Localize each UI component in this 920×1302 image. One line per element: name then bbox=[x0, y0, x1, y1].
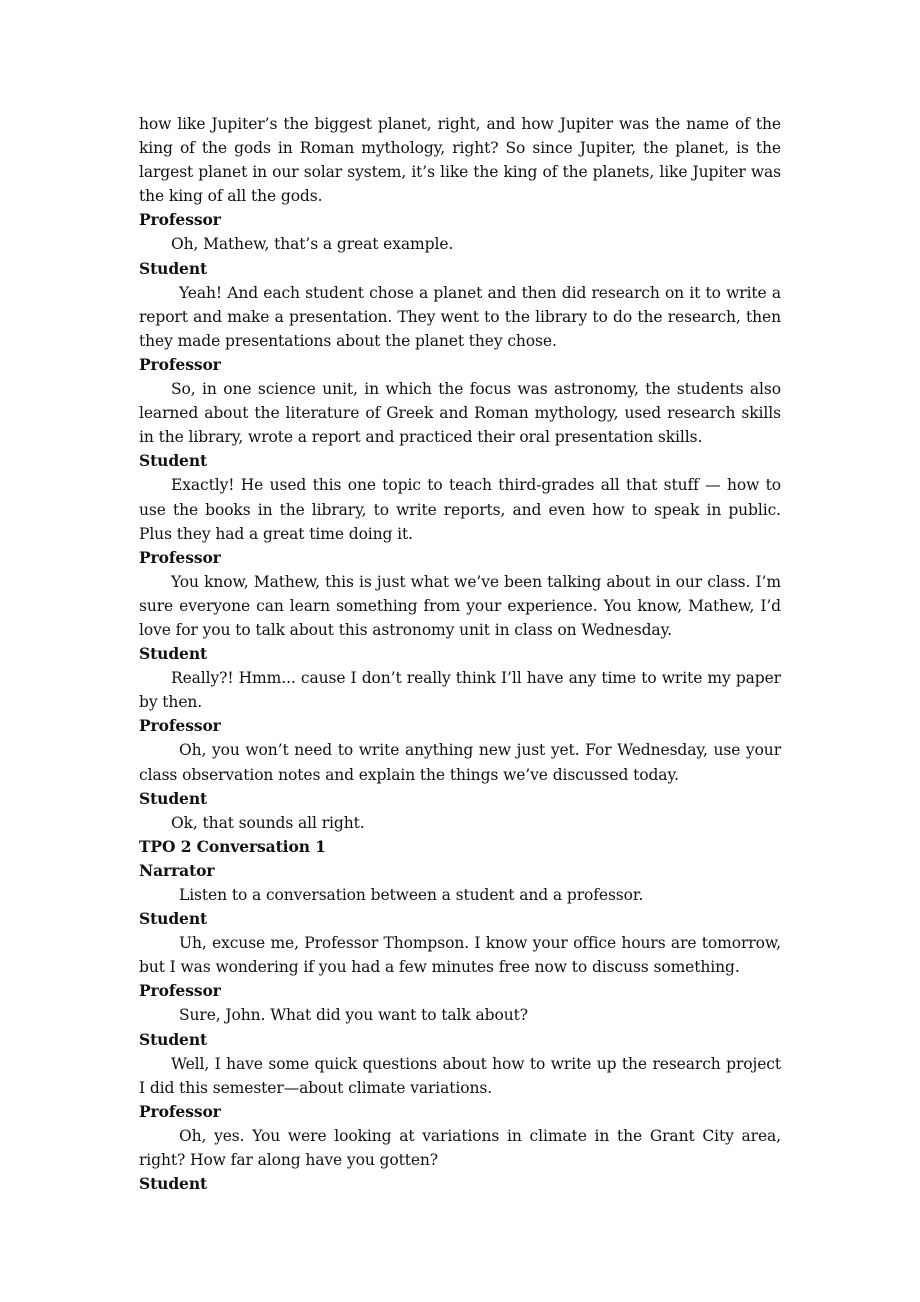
speaker-label: Professor bbox=[139, 354, 221, 374]
dialogue-paragraph: Really?! Hmm... cause I don’t really think I’ll have any time to write my paper by then. bbox=[139, 669, 781, 712]
speaker-label: Student bbox=[139, 258, 208, 278]
speaker-label: Student bbox=[139, 909, 208, 929]
dialogue-paragraph: Uh, excuse me, Professor Thompson. I know your office hours are tomorrow, but I was wondering if you had a few minutes free now to discuss something. bbox=[139, 934, 781, 977]
speaker-label: Professor bbox=[139, 210, 221, 230]
dialogue-paragraph: Listen to a conversation between a student and a professor. bbox=[179, 886, 644, 904]
dialogue-paragraph: You know, Mathew, this is just what we’ve been talking about in our class. I’m sure everyone can learn something from your experience. You know, Mathew, I’d love for you to talk about this astronomy unit in class on Wednesday. bbox=[139, 572, 781, 639]
dialogue-paragraph: Oh, yes. You were looking at variations in climate in the Grant City area, right? How far along have you gotten? bbox=[139, 1126, 781, 1170]
speaker-label: Student bbox=[139, 644, 208, 664]
dialogue-paragraph: Yeah! And each student chose a planet and then did research on it to write a report and make a presentation. They went to the library to do the research, then they made presentations about the planet they chose. bbox=[139, 283, 781, 350]
dialogue-paragraph: Well, I have some quick questions about how to write up the research project I did this semester—about climate variations. bbox=[139, 1054, 781, 1097]
dialogue-paragraph: So, in one science unit, in which the focus was astronomy, the students also learned about the literature of Greek and Roman mythology, used research skills in the library, wrote a report and practiced their oral presentation skills. bbox=[139, 380, 781, 447]
speaker-label: Student bbox=[139, 1029, 208, 1049]
document-page bbox=[139, 112, 781, 1196]
dialogue-paragraph: Oh, Mathew, that’s a great example. bbox=[171, 235, 454, 254]
speaker-label: Narrator bbox=[139, 860, 215, 880]
speaker-label: Professor bbox=[139, 547, 221, 567]
speaker-label: Professor bbox=[139, 716, 221, 736]
dialogue-paragraph: how like Jupiter’s the biggest planet, right, and how Jupiter was the name of the king of the gods in Roman mythology, right? So since Jupiter, the planet, is the largest planet in our solar system, it’s like the king of the planets, like Jupiter was the king of all the gods. bbox=[139, 115, 781, 206]
dialogue-paragraph: Ok, that sounds all right. bbox=[171, 813, 365, 832]
speaker-label: Professor bbox=[139, 1101, 221, 1121]
speaker-label: Student bbox=[139, 788, 208, 808]
speaker-label: TPO 2 Conversation 1 bbox=[139, 836, 326, 856]
speaker-label: Professor bbox=[139, 981, 221, 1001]
speaker-label: Student bbox=[139, 1174, 208, 1194]
dialogue-paragraph: Sure, John. What did you want to talk about? bbox=[179, 1006, 528, 1025]
dialogue-paragraph: Oh, you won’t need to write anything new just yet. For Wednesday, use your class observation notes and explain the things we’ve discussed today. bbox=[139, 741, 781, 784]
speaker-label: Student bbox=[139, 451, 208, 471]
dialogue-paragraph: Exactly! He used this one topic to teach third-grades all that stuff — how to use the books in the library, to write reports, and even how to speak in public. Plus they had a great time doing it. bbox=[139, 476, 781, 543]
